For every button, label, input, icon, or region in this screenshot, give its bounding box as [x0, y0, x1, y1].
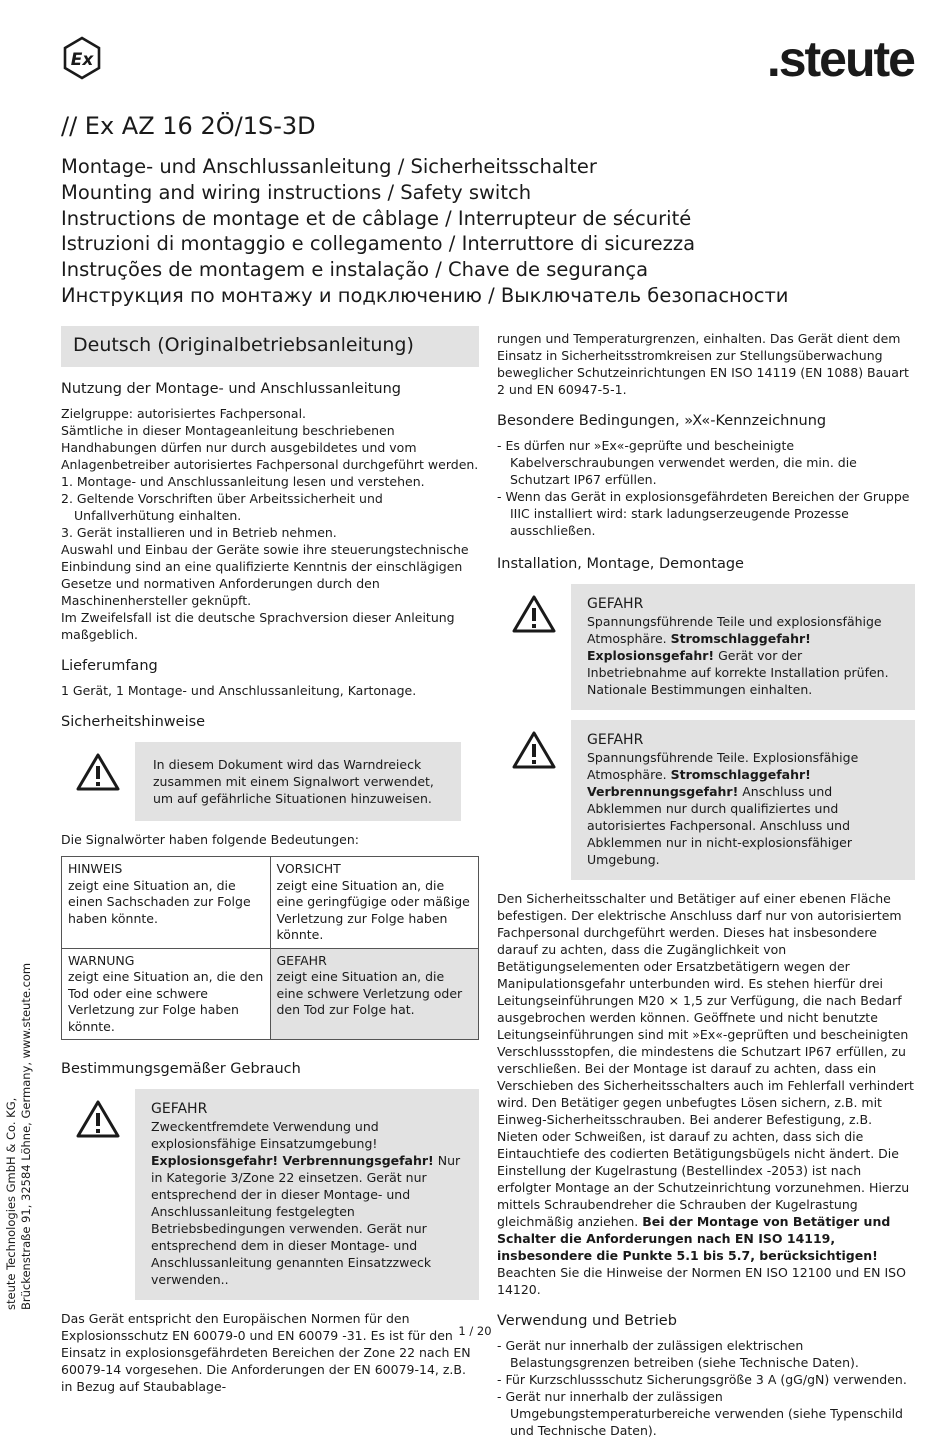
section-title-scope: Lieferumfang — [61, 658, 158, 674]
usage-step: 1. Montage- und Anschlussanleitung lesen und verstehen. — [61, 474, 425, 489]
usage-step: 3. Gerät installieren und in Betrieb nehmen. — [61, 525, 337, 540]
intended-use-text: Das Gerät entspricht den Europäischen Normen für den Explosionsschutz EN 60079-0 und EN 60079 -31. Es ist für den Einsatz in explosionsgefährdeten Bereichen der Zone 22 nach EN 60079-14 vorgesehen. Die Anforderungen der EN 60079-14, z.B. in Bezug auf Staubablage- — [61, 1311, 471, 1394]
warning-triangle-icon — [61, 1089, 135, 1139]
signal-intro: Die Signalwörter haben folgende Bedeutungen: — [61, 832, 359, 847]
subtitle-it: Istruzioni di montaggio e collegamento / Interruttore di sicurezza — [61, 232, 696, 256]
signal-word: GEFAHR — [587, 732, 644, 748]
product-title: // Ex AZ 16 2Ö/1S-3D — [61, 112, 316, 140]
signal-word: WARNUNG — [68, 952, 135, 968]
usage-step: 2. Geltende Vorschriften über Arbeitssicherheit und Unfallverhütung einhalten. — [61, 491, 383, 523]
signal-description: zeigt eine Situation an, die den Tod oder eine schwere Verletzung zur Folge haben könnte. — [68, 969, 264, 1034]
subtitle-ru: Инструкция по монтажу и подключению / Выключатель безопасности — [61, 283, 789, 307]
signal-word: GEFAHR — [587, 596, 644, 612]
special-condition-item: - Es dürfen nur »Ex«-geprüfte und bescheinigte Kabelverschraubungen verwendet werden, die min. die Schutzart IP67 erfüllen. — [497, 438, 857, 487]
usage-text: Im Zweifelsfall ist die deutsche Sprachversion dieser Anleitung maßgeblich. — [61, 610, 455, 642]
usage-text: Zielgruppe: autorisiertes Fachpersonal. — [61, 406, 307, 421]
steute-logo: .steute — [766, 31, 914, 87]
section-title-installation: Installation, Montage, Demontage — [497, 556, 744, 572]
usage-text: Auswahl und Einbau der Geräte sowie ihre steuerungstechnische Einbindung sind an eine qualifizierte Kenntnis der einschlägigen Gesetze und normativen Anforderungen durch den Maschinenhersteller geknüpft. — [61, 542, 469, 608]
svg-text:Ex: Ex — [70, 50, 94, 70]
ex-hexagon-icon — [60, 36, 104, 80]
left-column — [61, 326, 479, 1395]
right-column — [497, 330, 915, 1439]
signal-word: GEFAHR — [151, 1101, 208, 1117]
danger-notice — [61, 1089, 479, 1300]
signal-cell — [62, 948, 271, 1040]
signal-cell — [62, 857, 271, 949]
operation-item: - Gerät nur innerhalb der zulässigen elektrischen Belastungsgrenzen betreiben (siehe Technische Daten). — [497, 1338, 859, 1370]
warning-triangle-icon — [61, 742, 135, 792]
signal-description: zeigt eine Situation an, die eine schwere Verletzung oder den Tod zur Folge hat. — [276, 969, 463, 1017]
subtitle-de: Montage- und Anschlussanleitung / Sicherheitsschalter — [61, 155, 597, 178]
section-title-special-conditions: Besondere Bedingungen, »X«-Kennzeichnung — [497, 413, 827, 429]
signal-description: zeigt eine Situation an, die eine geringfügige oder mäßige Verletzung zur Folge haben könnte. — [276, 877, 470, 942]
safety-notice — [61, 742, 479, 821]
document-subtitles — [61, 154, 921, 309]
language-heading: Deutsch (Originalbetriebsanleitung) — [61, 326, 479, 367]
section-title-operation: Verwendung und Betrieb — [497, 1313, 677, 1329]
continued-text: rungen und Temperaturgrenzen, einhalten. Das Gerät dient dem Einsatz in Sicherheitsstromkreisen zur Stellungsüberwachung beweglicher Schutzeinrichtungen EN ISO 14119 (EN 1088) Bauart 2 und EN 60947-5-1. — [497, 331, 909, 397]
operation-item: - Gerät nur innerhalb der zulässigen Umgebungstemperaturbereiche verwenden (siehe Typenschild und Technische Daten). — [497, 1389, 903, 1438]
usage-text: Sämtliche in dieser Montageanleitung beschriebenen Handhabungen dürfen nur durch ausgebildetes und vom Anlagenbetreiber autorisiertes Fachpersonal durchgeführt werden. — [61, 423, 479, 472]
danger-text: Spannungsführende Teile. Explosionsfähige Atmosphäre. Stromschlaggefahr! Verbrennungsgefahr! Anschluss und Abklemmen nur durch qualifiziertes und autorisiertes Fachpersonal. Anschluss und Abklemmen nur in nicht-explosionsfähiger Umgebung. — [587, 750, 859, 867]
section-title-safety: Sicherheitshinweise — [61, 714, 206, 730]
danger-notice — [497, 720, 915, 880]
danger-notice — [497, 584, 915, 710]
page-number: 1 / 20 — [458, 1324, 492, 1338]
section-title-usage: Nutzung der Montage- und Anschlussanleitung — [61, 381, 401, 397]
danger-text: Spannungsführende Teile und explosionsfähige Atmosphäre. Stromschlaggefahr! Explosionsgefahr! Gerät vor der Inbetriebnahme auf korrekte Installation prüfen. Nationale Bestimmungen einhalten. — [587, 614, 889, 697]
signal-word: HINWEIS — [68, 861, 123, 876]
section-title-intended-use: Bestimmungsgemäßer Gebrauch — [61, 1061, 301, 1077]
signal-word: GEFAHR — [276, 952, 327, 968]
company-address: steute Technologies GmbH & Co. KG, Brückenstraße 91, 32584 Löhne, Germany, www.steute.com — [4, 962, 33, 1310]
signal-word: VORSICHT — [276, 861, 341, 876]
signal-description: zeigt eine Situation an, die einen Sachschaden zur Folge haben könnte. — [68, 877, 251, 926]
danger-text: Zweckentfremdete Verwendung und explosionsfähige Einsatzumgebung! Explosionsgefahr! Verbrennungsgefahr! Nur in Kategorie 3/Zone 22 einsetzen. Gerät nur entsprechend der in dieser Montage- und Anschlussanleitung festgelegten Betriebsbedingungen verwenden. Gerät nur entsprechend dem in dieser Montage- und Anschlussanleitung genannten Einsatzzweck verwenden.. — [151, 1119, 461, 1287]
signal-cell — [270, 857, 479, 949]
installation-text: Den Sicherheitsschalter und Betätiger auf einer ebenen Fläche befestigen. Der elektrische Anschluss darf nur von autorisiertem Fachpersonal durchgeführt werden. Dieses hat insbesondere darauf zu achten, dass die Zugänglichkeit von Betätigungselementen oder Ersatzbetätigern wegen der Manipulationsgefahr unterbunden wird. Es stehen hierfür drei Leitungseinführungen M20 × 1,5 zur Verfügung, die nach Bedarf ausgebrochen werden können. Geöffnete und nicht benutzte Leitungseinführungen sind mit »Ex«-geprüften und bescheinigten Verschlussstopfen, die mindestens die Schutzart IP67 erfüllen, zu verschließen. Bei der Montage ist darauf zu achten, dass ein Verschieben des Sicherheitsschalters auch im Fehlerfall verhindert wird. Den Betätiger gegen unbefugtes Lösen sichern, z.B. mit Einweg-Sicherheitsschrauben. Bei anderer Befestigung, z.B. Nieten oder Schweißen, ist darauf zu achten, dass sich die Eintauchtiefe des codierten Betätigungsbügels nicht ändert. Die Einstellung der Kugelrastung (Bestellindex -2053) ist nach erfolgter Montage an der Schutzeinrichtung vorzunehmen. Hierzu mittels Schraubendreher die Schrauben der Kugelrastung gleichmäßig anziehen. Bei der Montage von Betätiger und Schalter die Anforderungen nach EN ISO 14119, insbesondere die Punkte 5.1 bis 5.7, berücksichtigen! Beachten Sie die Hinweise der Normen EN ISO 12100 und EN ISO 14120. — [497, 891, 914, 1297]
operation-item: - Für Kurzschlussschutz Sicherungsgröße 3 A (gG/gN) verwenden. — [497, 1372, 907, 1387]
warning-triangle-icon — [497, 720, 571, 770]
signal-cell — [270, 948, 479, 1040]
signal-word-table — [61, 856, 479, 1040]
scope-text: 1 Gerät, 1 Montage- und Anschlussanleitung, Kartonage. — [61, 683, 417, 698]
subtitle-pt: Instruções de montagem e instalação / Chave de segurança — [61, 258, 649, 282]
safety-notice-text: In diesem Dokument wird das Warndreieck zusammen mit einem Signalwort verwendet, um auf gefährliche Situationen hinzuweisen. — [153, 757, 434, 806]
warning-triangle-icon — [497, 584, 571, 634]
special-condition-item: - Wenn das Gerät in explosionsgefährdeten Bereichen der Gruppe IIIC installiert wird: stark ladungserzeugende Prozesse ausschließen. — [497, 489, 910, 538]
subtitle-en: Mounting and wiring instructions / Safety switch — [61, 180, 532, 204]
subtitle-fr: Instructions de montage et de câblage / Interrupteur de sécurité — [61, 206, 692, 230]
